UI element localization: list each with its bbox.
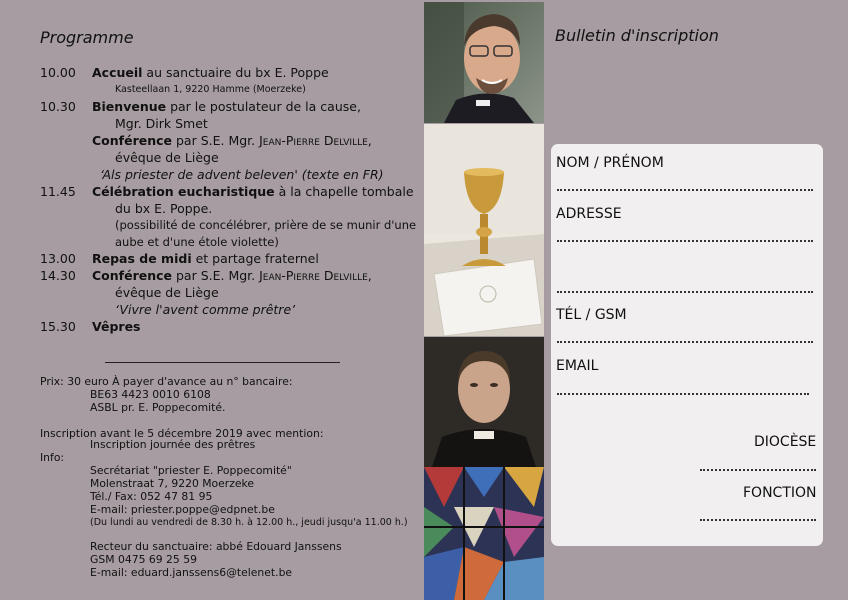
concelebrer-line-1: (possibilité de concélébrer, prière de se munir d'une [115,218,417,232]
chalice-photo [424,124,544,336]
adresse-field-2[interactable] [557,291,813,293]
inscription-line: Inscription avant le 5 décembre 2019 avec mention: [40,427,324,440]
poppe-line: du bx E. Poppe. [115,201,213,216]
diocese-field[interactable] [700,469,816,471]
nom-label: NOM / PRÉNOM [556,155,664,171]
bishop-portrait-photo [424,2,544,123]
tel-field[interactable] [557,341,813,343]
bulletin-title: Bulletin d'inscription [555,26,719,45]
eveque-line-1: évêque de Liège [115,150,219,165]
divider [105,362,340,363]
program-row-accueil: 10.00 Accueil au sanctuaire du bx E. Poppe [40,65,329,80]
email-field[interactable] [557,393,809,395]
fonction-field[interactable] [700,519,816,521]
eveque-line-2: évêque de Liège [115,285,219,300]
diocese-label: DIOCÈSE [754,434,817,450]
concelebrer-line-2: aube et d'une étole violette) [115,235,279,249]
tel-line: Tél./ Fax: 052 47 81 95 [90,490,213,503]
hours-line: (Du lundi au vendredi de 8.30 h. à 12.00 h., jeudi jusqu'a 11.00 h.) [90,517,408,528]
street-line: Molenstraat 7, 9220 Moerzeke [90,477,255,490]
gsm-line: GSM 0475 69 25 59 [90,553,197,566]
tel-label: TÉL / GSM [556,307,627,323]
adresse-field-1[interactable] [557,240,813,242]
info-label: Info: [40,451,65,464]
address-line: Kasteellaan 1, 9220 Hamme (Moerzeke) [115,84,306,95]
asbl-line: ASBL pr. E. Poppecomité. [90,401,226,414]
program-row-bienvenue: 10.30 Bienvenue par le postulateur de la cause, [40,99,361,114]
program-row-celebration: 11.45 Célébration eucharistique à la chapelle tombale [40,184,414,199]
secretariat-line: Secrétariat "priester E. Poppecomité" [90,464,292,477]
program-row-repas: 13.00 Repas de midi et partage fraternel [40,251,319,266]
program-row-vepres: 15.30 Vêpres [40,319,141,334]
prix-line: Prix: 30 euro À payer d'avance au n° bancaire: [40,375,293,388]
email-2-line: E-mail: eduard.janssens6@telenet.be [90,566,293,579]
fonction-label: FONCTION [743,485,817,501]
stained-glass-photo [424,467,544,600]
quote-2: ‘Vivre l'avent comme prêtre’ [115,302,296,317]
recteur-line: Recteur du sanctuaire: abbé Edouard Janssens [90,540,342,553]
mention-line: Inscription journée des prêtres [90,438,256,451]
smet-line: Mgr. Dirk Smet [115,116,208,131]
program-row-conference: 14.30 Conférence par S.E. Mgr. Jean-Pierre Delville, [40,268,372,283]
email-1-line: E-mail: priester.poppe@edpnet.be [90,503,275,516]
nom-field[interactable] [557,189,813,191]
adresse-label: ADRESSE [556,206,622,222]
conference-line-1: Conférence par S.E. Mgr. Jean-Pierre Delville, [92,133,372,148]
programme-title: Programme [40,28,134,47]
priest-portrait-photo [424,337,544,467]
quote-1: ‘Als priester de advent beleven' (texte en FR) [100,167,384,182]
email-label: EMAIL [556,358,599,374]
iban-line: BE63 4423 0010 6108 [90,388,211,401]
